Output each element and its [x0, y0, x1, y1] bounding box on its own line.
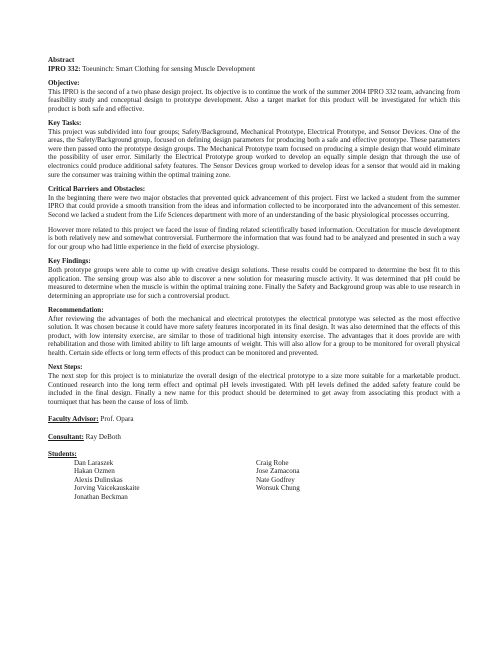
consultant-label: Consultant: — [48, 432, 84, 441]
students-list — [74, 459, 460, 502]
objective-text: This IPRO is the second of a two phase design project. Its objective is to continue the work of the summer 2004 IPRO 332 team, advancing from feasibility study and conceptual design to prototype development. Also a target market for this product will be investigated for which this product is both safe and effective. — [48, 87, 460, 113]
next-steps-heading: Next Steps: — [48, 363, 83, 372]
abstract-section — [48, 56, 460, 73]
student-name: Craig Rohe — [256, 458, 289, 467]
barriers-heading: Critical Barriers and Obstacles: — [48, 185, 146, 194]
ipro-title: Toeuninch: Smart Clothing for sensing Muscle Development — [82, 64, 256, 73]
student-name: Nate Godfrey — [256, 475, 295, 484]
recommendation-text: After reviewing the advantages of both the mechanical and electrical prototypes the electrical prototype was selected as the most effective solution. It was chosen because it could have more safety features incorporated in its final design. It was also determined that the effects of this product, with low intensity exercise, are similar to those of traditional high intensity exercise. The advantages that it does provide are with rehabilitation and those with limited ability to lift large amounts of weight. This will also allow for a group to be monitored for overall physical health. Certain side effects or long term effects of this product can be monitored and prevented. — [48, 314, 460, 357]
next-steps-text: The next step for this project is to miniaturize the overall design of the electrical prototype to a size more suitable for a marketable product. Continued research into the long term effect and optimal pH levels investigated. With pH levels defined the added safety feature could be included in the final design. Finally a new name for this product should be determined to get away from associating this product with a tourniquet that has been the cause of loss of limb. — [48, 372, 460, 406]
student-name: Wonsuk Chung — [256, 484, 300, 493]
student-name: Hakan Ozmen — [74, 467, 115, 476]
students-section — [48, 450, 460, 501]
consultant-name: Ray DeBoth — [85, 432, 121, 441]
next-steps-section — [48, 363, 460, 406]
key-findings-section — [48, 257, 460, 300]
students-label: Students: — [48, 450, 77, 459]
key-tasks-text: This project was subdivided into four groups; Safety/Background, Mechanical Prototype, Electrical Prototype, and Sensor Devices. One of the areas, the Safety/Background group, focused on defining design parameters for producing both a safe and effective prototype. These parameters were then passed onto the prototype design groups. The Mechanical Prototype team focused on producing a simple design that would eliminate the possibility of user error. Similarly the Electrical Prototype group worked to develop an equally simple design that through the use of electronics could produce additional safety features. The Sensor Devices group worked to develop ideas for a sensor that would aid in making sure the consumer was training within the optimal training zone. — [48, 127, 460, 179]
faculty-advisor-label: Faculty Advisor: — [48, 415, 99, 424]
faculty-advisor-name: Prof. Opara — [100, 415, 134, 424]
student-name: Alexis Dulinskas — [74, 475, 123, 484]
key-findings-heading: Key Findings: — [48, 257, 91, 266]
students-column-1 — [74, 459, 256, 502]
objective-section — [48, 79, 460, 113]
abstract-heading: Abstract — [48, 56, 75, 64]
barriers-paragraph-1: In the beginning there were two major obstacles that prevented quick advancement of this project. First we lacked a student from the summer IPRO that could provide a smooth transition from the ideas and information collected to be incorporated into the advancement of this semester. Second we lacked a student from the Life Sciences department with more of an understanding of the basic physiological processes occurring. — [48, 193, 460, 219]
student-name: Jose Zamacona — [256, 467, 300, 476]
key-findings-text: Both prototype groups were able to come up with creative design solutions. These results could be compared to determine the best fit to this application. The sensing group was also able to discover a new solution for measuring muscle activity. It was determined that pH could be measured to determine when the muscle is within the optimal training zone. Finally the Safety and Background group was able to use research in determining an appropriate use for such a controversial product. — [48, 265, 460, 300]
objective-heading: Objective: — [48, 79, 80, 88]
recommendation-heading: Recommendation: — [48, 306, 104, 315]
document-page — [48, 56, 460, 502]
consultant-line — [48, 433, 460, 442]
key-tasks-heading: Key Tasks: — [48, 119, 82, 128]
recommendation-section — [48, 306, 460, 357]
key-tasks-section — [48, 119, 460, 179]
student-name: Dan Laraszek — [74, 458, 114, 467]
student-name: Jorving Vaicekauskaite — [74, 484, 140, 493]
students-column-2 — [256, 459, 436, 502]
barriers-paragraph-2: However more related to this project we faced the issue of finding related scientifically based information. Occultation for muscle development is both relatively new and somewhat controversial. Furthermore the information that was found had to be analyzed and presented in such a way for our group who had little experience in the field of exercise physiology. — [48, 225, 460, 251]
student-name: Jonathan Beckman — [74, 493, 128, 502]
ipro-title-line — [48, 65, 460, 74]
ipro-code: IPRO 332: — [48, 64, 81, 73]
barriers-section — [48, 185, 460, 251]
faculty-advisor-line — [48, 415, 460, 424]
